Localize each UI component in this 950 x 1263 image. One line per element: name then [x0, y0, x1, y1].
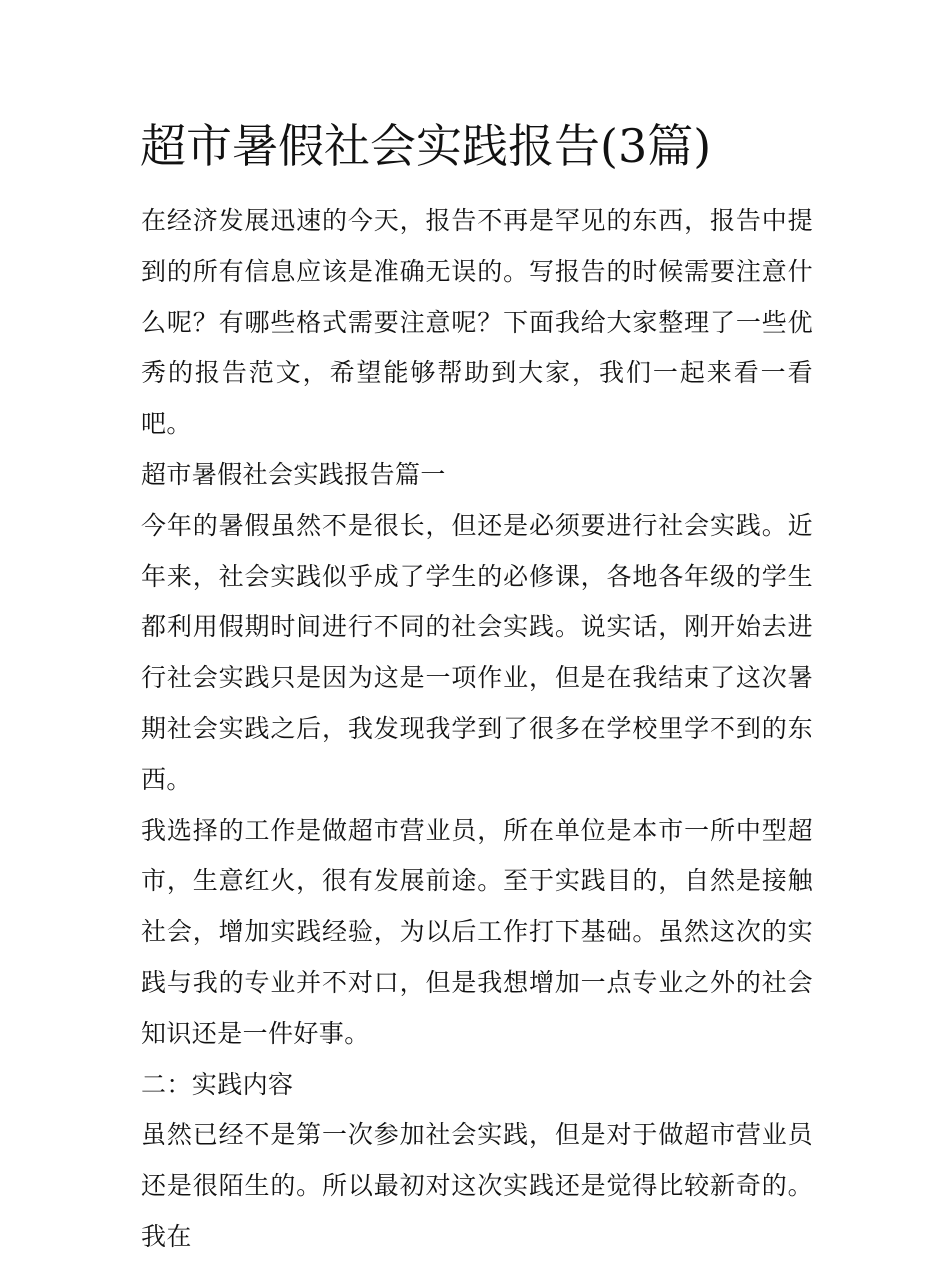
document-body [141, 196, 813, 1263]
section-heading-part-one: 超市暑假社会实践报告篇一 [141, 459, 446, 489]
body-paragraph: 虽然已经不是第一次参加社会实践，但是对于做超市营业员还是很陌生的。所以最初对这次实践还是觉得比较新奇的。我在 [141, 1120, 813, 1251]
section-heading-practice-content: 二：实践内容 [141, 1069, 294, 1099]
intro-paragraph: 在经济发展迅速的今天，报告不再是罕见的东西，报告中提到的所有信息应该是准确无误的。写报告的时候需要注意什么呢？有哪些格式需要注意呢？下面我给大家整理了一些优秀的报告范文，希望能够帮助到大家，我们一起来看一看吧。 [141, 206, 813, 439]
document-title: 超市暑假社会实践报告(3篇) [140, 119, 712, 173]
body-paragraph: 今年的暑假虽然不是很长，但还是必须要进行社会实践。近年来，社会实践似乎成了学生的必修课，各地各年级的学生都利用假期时间进行不同的社会实践。说实话，刚开始去进行社会实践只是因为这是一项作业，但是在我结束了这次暑期社会实践之后，我发现我学到了很多在学校里学不到的东西。 [141, 510, 813, 794]
body-paragraph: 我选择的工作是做超市营业员，所在单位是本市一所中型超市，生意红火，很有发展前途。至于实践目的，自然是接触社会，增加实践经验，为以后工作打下基础。虽然这次的实践与我的专业并不对口，但是我想增加一点专业之外的社会知识还是一件好事。 [141, 815, 813, 1048]
